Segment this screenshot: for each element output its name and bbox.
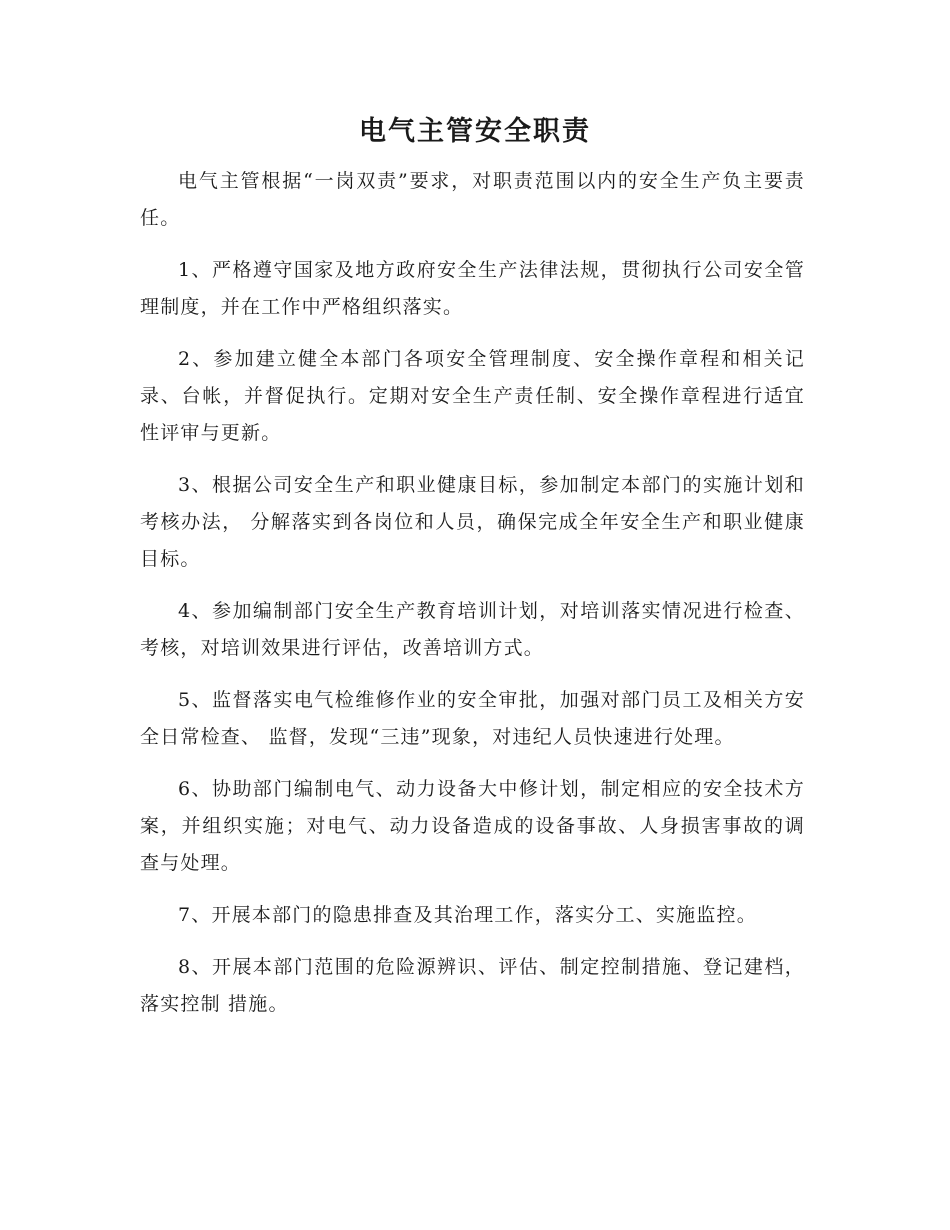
duty-item-5: 5、监督落实电气检维修作业的安全审批，加强对部门员工及相关方安全日常检查、 监督，发现“三违”现象，对违纪人员快速进行处理。 [140, 689, 805, 748]
duty-item-2: 2、参加建立健全本部门各项安全管理制度、安全操作章程和相关记录、台帐，并督促执行。定期对安全生产责任制、安全操作章程进行适宜性评审与更新。 [140, 348, 805, 444]
duty-item-8: 8、开展本部门范围的危险源辨识、评估、制定控制措施、登记建档，落实控制 措施。 [140, 956, 805, 1015]
duty-item-6: 6、协助部门编制电气、动力设备大中修计划，制定相应的安全技术方案，并组织实施；对电气、动力设备造成的设备事故、人身损害事故的调查与处理。 [140, 778, 805, 874]
duty-item-7: 7、开展本部门的隐患排查及其治理工作，落实分工、实施监控。 [178, 904, 757, 926]
duty-item-3: 3、根据公司安全生产和职业健康目标，参加制定本部门的实施计划和考核办法， 分解落实到各岗位和人员，确保完成全年安全生产和职业健康目标。 [140, 474, 805, 570]
duty-item-1: 1、严格遵守国家及地方政府安全生产法律法规，贯彻执行公司安全管理制度，并在工作中严格组织落实。 [140, 259, 805, 318]
duty-item-4: 4、参加编制部门安全生产教育培训计划，对培训落实情况进行检查、考核，对培训效果进行评估，改善培训方式。 [140, 600, 805, 659]
page-title: 电气主管安全职责 [359, 116, 591, 147]
document-body [140, 163, 805, 1038]
intro-paragraph: 电气主管根据“一岗双责”要求，对职责范围以内的安全生产负主要责任。 [140, 170, 805, 229]
